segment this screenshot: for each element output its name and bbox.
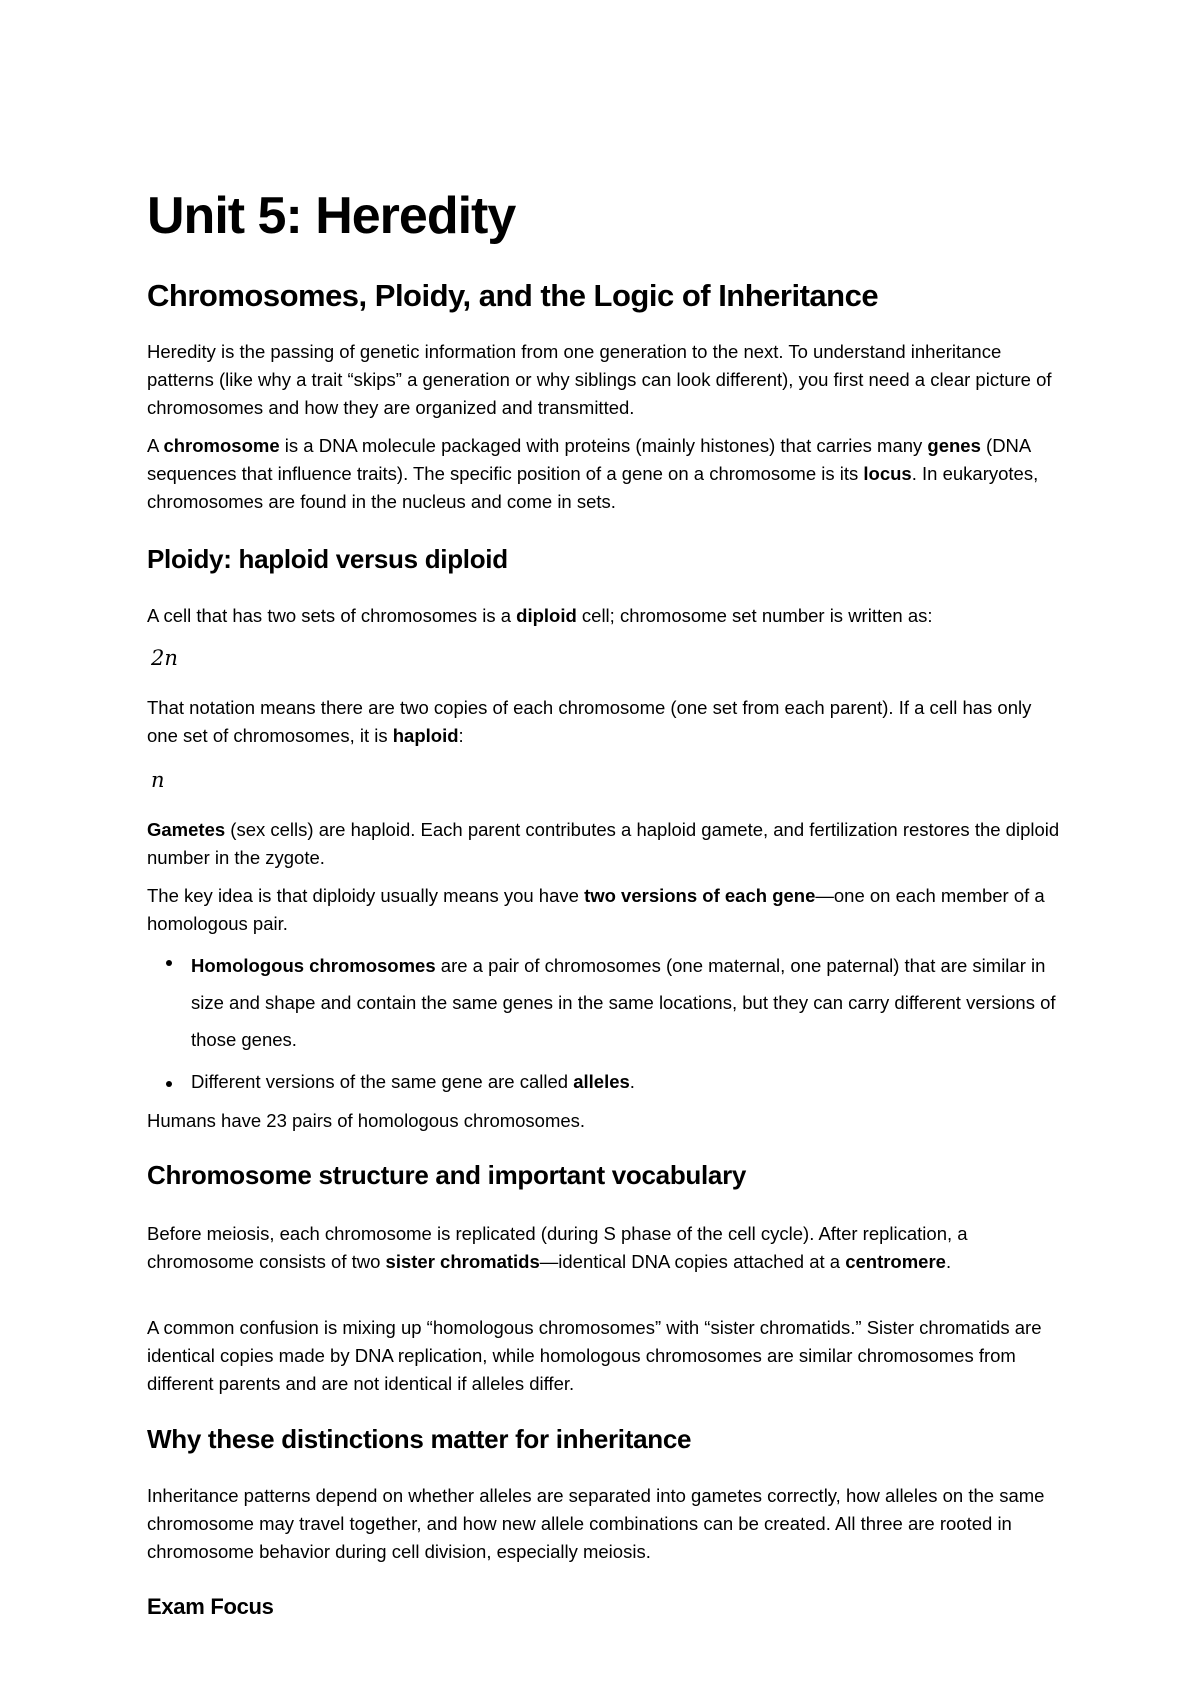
confusion-paragraph: A common confusion is mixing up “homologous chromosomes” with “sister chromatids.” Sister chromatids are identical copies made by DNA replication, while homologous chromosomes are similar chromosomes from different parents and are not identical if alleles differ. — [147, 1317, 1042, 1394]
term-genes: genes — [927, 435, 981, 456]
replication-paragraph: Before meiosis, each chromosome is replicated (during S phase of the cell cycle). After replication, a chromosome consists of two sister chromatids—identical DNA copies attached at a centromere. — [147, 1223, 968, 1272]
intro-paragraph: Heredity is the passing of genetic information from one generation to the next. To understand inheritance patterns (like why a trait “skips” a generation or why siblings can look different), you first need a clear picture of chromosomes and how they are organized and transmitted. — [147, 341, 1052, 418]
gametes-paragraph: Gametes (sex cells) are haploid. Each parent contributes a haploid gamete, and fertilization restores the diploid number in the zygote. — [147, 819, 1060, 868]
chromosome-paragraph: A chromosome is a DNA molecule packaged with proteins (mainly histones) that carries many genes (DNA sequences that influence traits). The specific position of a gene on a chromosome is its locus. In eukaryotes, chromosomes are found in the nucleus and come in sets. — [147, 435, 1039, 512]
why-paragraph: Inheritance patterns depend on whether alleles are separated into gametes correctly, how alleles on the same chromosome may travel together, and how new allele combinations can be created. All three are rooted in chromosome behavior during cell division, especially meiosis. — [147, 1485, 1045, 1562]
term-homologous: Homologous chromosomes — [191, 955, 436, 976]
list-item: Homologous chromosomes are a pair of chromosomes (one maternal, one paternal) that are similar in size and shape and contain the same genes in the same locations, but they can carry different versions of those genes. — [147, 947, 1067, 1058]
term-gametes: Gametes — [147, 819, 226, 840]
key-idea-paragraph: The key idea is that diploidy usually means you have two versions of each gene—one on each member of a homologous pair. — [147, 885, 1045, 934]
math-haploid: n — [151, 768, 165, 792]
term-two-versions: two versions of each gene — [584, 885, 816, 906]
term-haploid: haploid — [392, 725, 459, 746]
list-item: Different versions of the same gene are called alleles. — [147, 1068, 1067, 1096]
term-centromere: centromere — [845, 1251, 946, 1272]
diploid-paragraph: A cell that has two sets of chromosomes is a diploid cell; chromosome set number is written as: — [147, 605, 933, 626]
bullet-list — [147, 947, 1067, 1096]
page-title: Unit 5: Heredity — [147, 187, 516, 245]
ploidy-heading: Ploidy: haploid versus diploid — [147, 544, 508, 574]
term-locus: locus — [863, 463, 912, 484]
structure-heading: Chromosome structure and important vocabulary — [147, 1160, 747, 1190]
term-sister-chromatids: sister chromatids — [385, 1251, 540, 1272]
humans-paragraph: Humans have 23 pairs of homologous chromosomes. — [147, 1110, 586, 1131]
haploid-paragraph: That notation means there are two copies of each chromosome (one set from each parent). If a cell has only one set of chromosomes, it is haploid: — [147, 697, 1032, 746]
exam-focus-heading: Exam Focus — [147, 1594, 274, 1619]
section-title: Chromosomes, Ploidy, and the Logic of Inheritance — [147, 278, 879, 313]
why-heading: Why these distinctions matter for inheritance — [147, 1424, 692, 1454]
term-alleles: alleles — [573, 1071, 630, 1092]
term-diploid: diploid — [516, 605, 577, 626]
term-chromosome: chromosome — [163, 435, 280, 456]
math-diploid: 2n — [151, 646, 178, 670]
